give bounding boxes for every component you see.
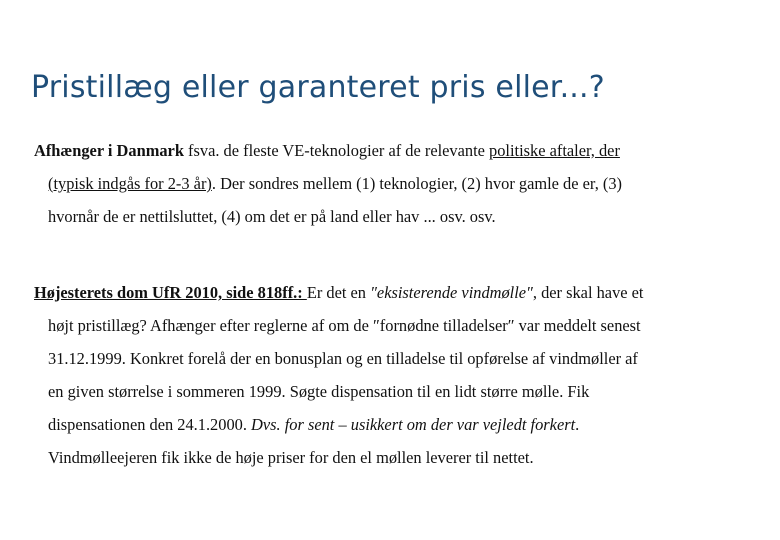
paragraph-line	[34, 342, 754, 375]
paragraph-supreme-court-ruling	[34, 276, 754, 474]
quoted-text: ″fornødne tilladelser″	[372, 316, 515, 335]
body-text: Vindmølleejeren fik ikke de høje priser for den el møllen leverer til nettet.	[48, 448, 534, 467]
body-text: fsva. de fleste VE-teknologier af de relevante	[183, 141, 490, 160]
paragraph-line	[34, 134, 754, 167]
body-text: 31.12.1999. Konkret forelå der en bonusplan og en tilladelse til opførelse af vindmøller af	[48, 349, 638, 368]
paragraph-line	[34, 276, 754, 309]
slide-title: Pristillæg eller garanteret pris eller...?	[31, 70, 605, 105]
bold-lead-text: Afhænger i Danmark	[34, 141, 184, 160]
body-text: var meddelt senest	[514, 316, 641, 335]
body-text: .	[575, 415, 580, 434]
bold-underlined-lead-text: Højesterets dom UfR 2010, side 818ff.:	[34, 283, 307, 302]
italic-quote-text: ″eksisterende vindmølle″	[370, 283, 533, 302]
body-text: hvornår de er nettilsluttet, (4) om det er på land eller hav ... osv. osv.	[48, 207, 496, 226]
body-text: , der skal have et	[532, 283, 644, 302]
paragraph-line	[34, 200, 754, 233]
body-text: højt pristillæg? Afhænger efter reglerne af om de	[48, 316, 373, 335]
paragraph-line	[34, 375, 754, 408]
paragraph-line	[34, 408, 754, 441]
paragraph-price-supplement-denmark	[34, 134, 754, 233]
underlined-text: (typisk indgås for 2-3 år)	[48, 174, 212, 193]
paragraph-line	[34, 441, 754, 474]
body-text: en given størrelse i sommeren 1999. Søgte dispensation til en lidt større mølle. Fik	[48, 382, 590, 401]
paragraph-line	[34, 309, 754, 342]
underlined-text: politiske aftaler, der	[489, 141, 620, 160]
italic-text: Dvs. for sent – usikkert om der var vejledt forkert	[251, 415, 576, 434]
body-text: dispensationen den 24.1.2000.	[48, 415, 252, 434]
body-text: . Der sondres mellem (1) teknologier, (2) hvor gamle de er, (3)	[211, 174, 623, 193]
paragraph-line	[34, 167, 754, 200]
body-text: Er det en	[306, 283, 371, 302]
